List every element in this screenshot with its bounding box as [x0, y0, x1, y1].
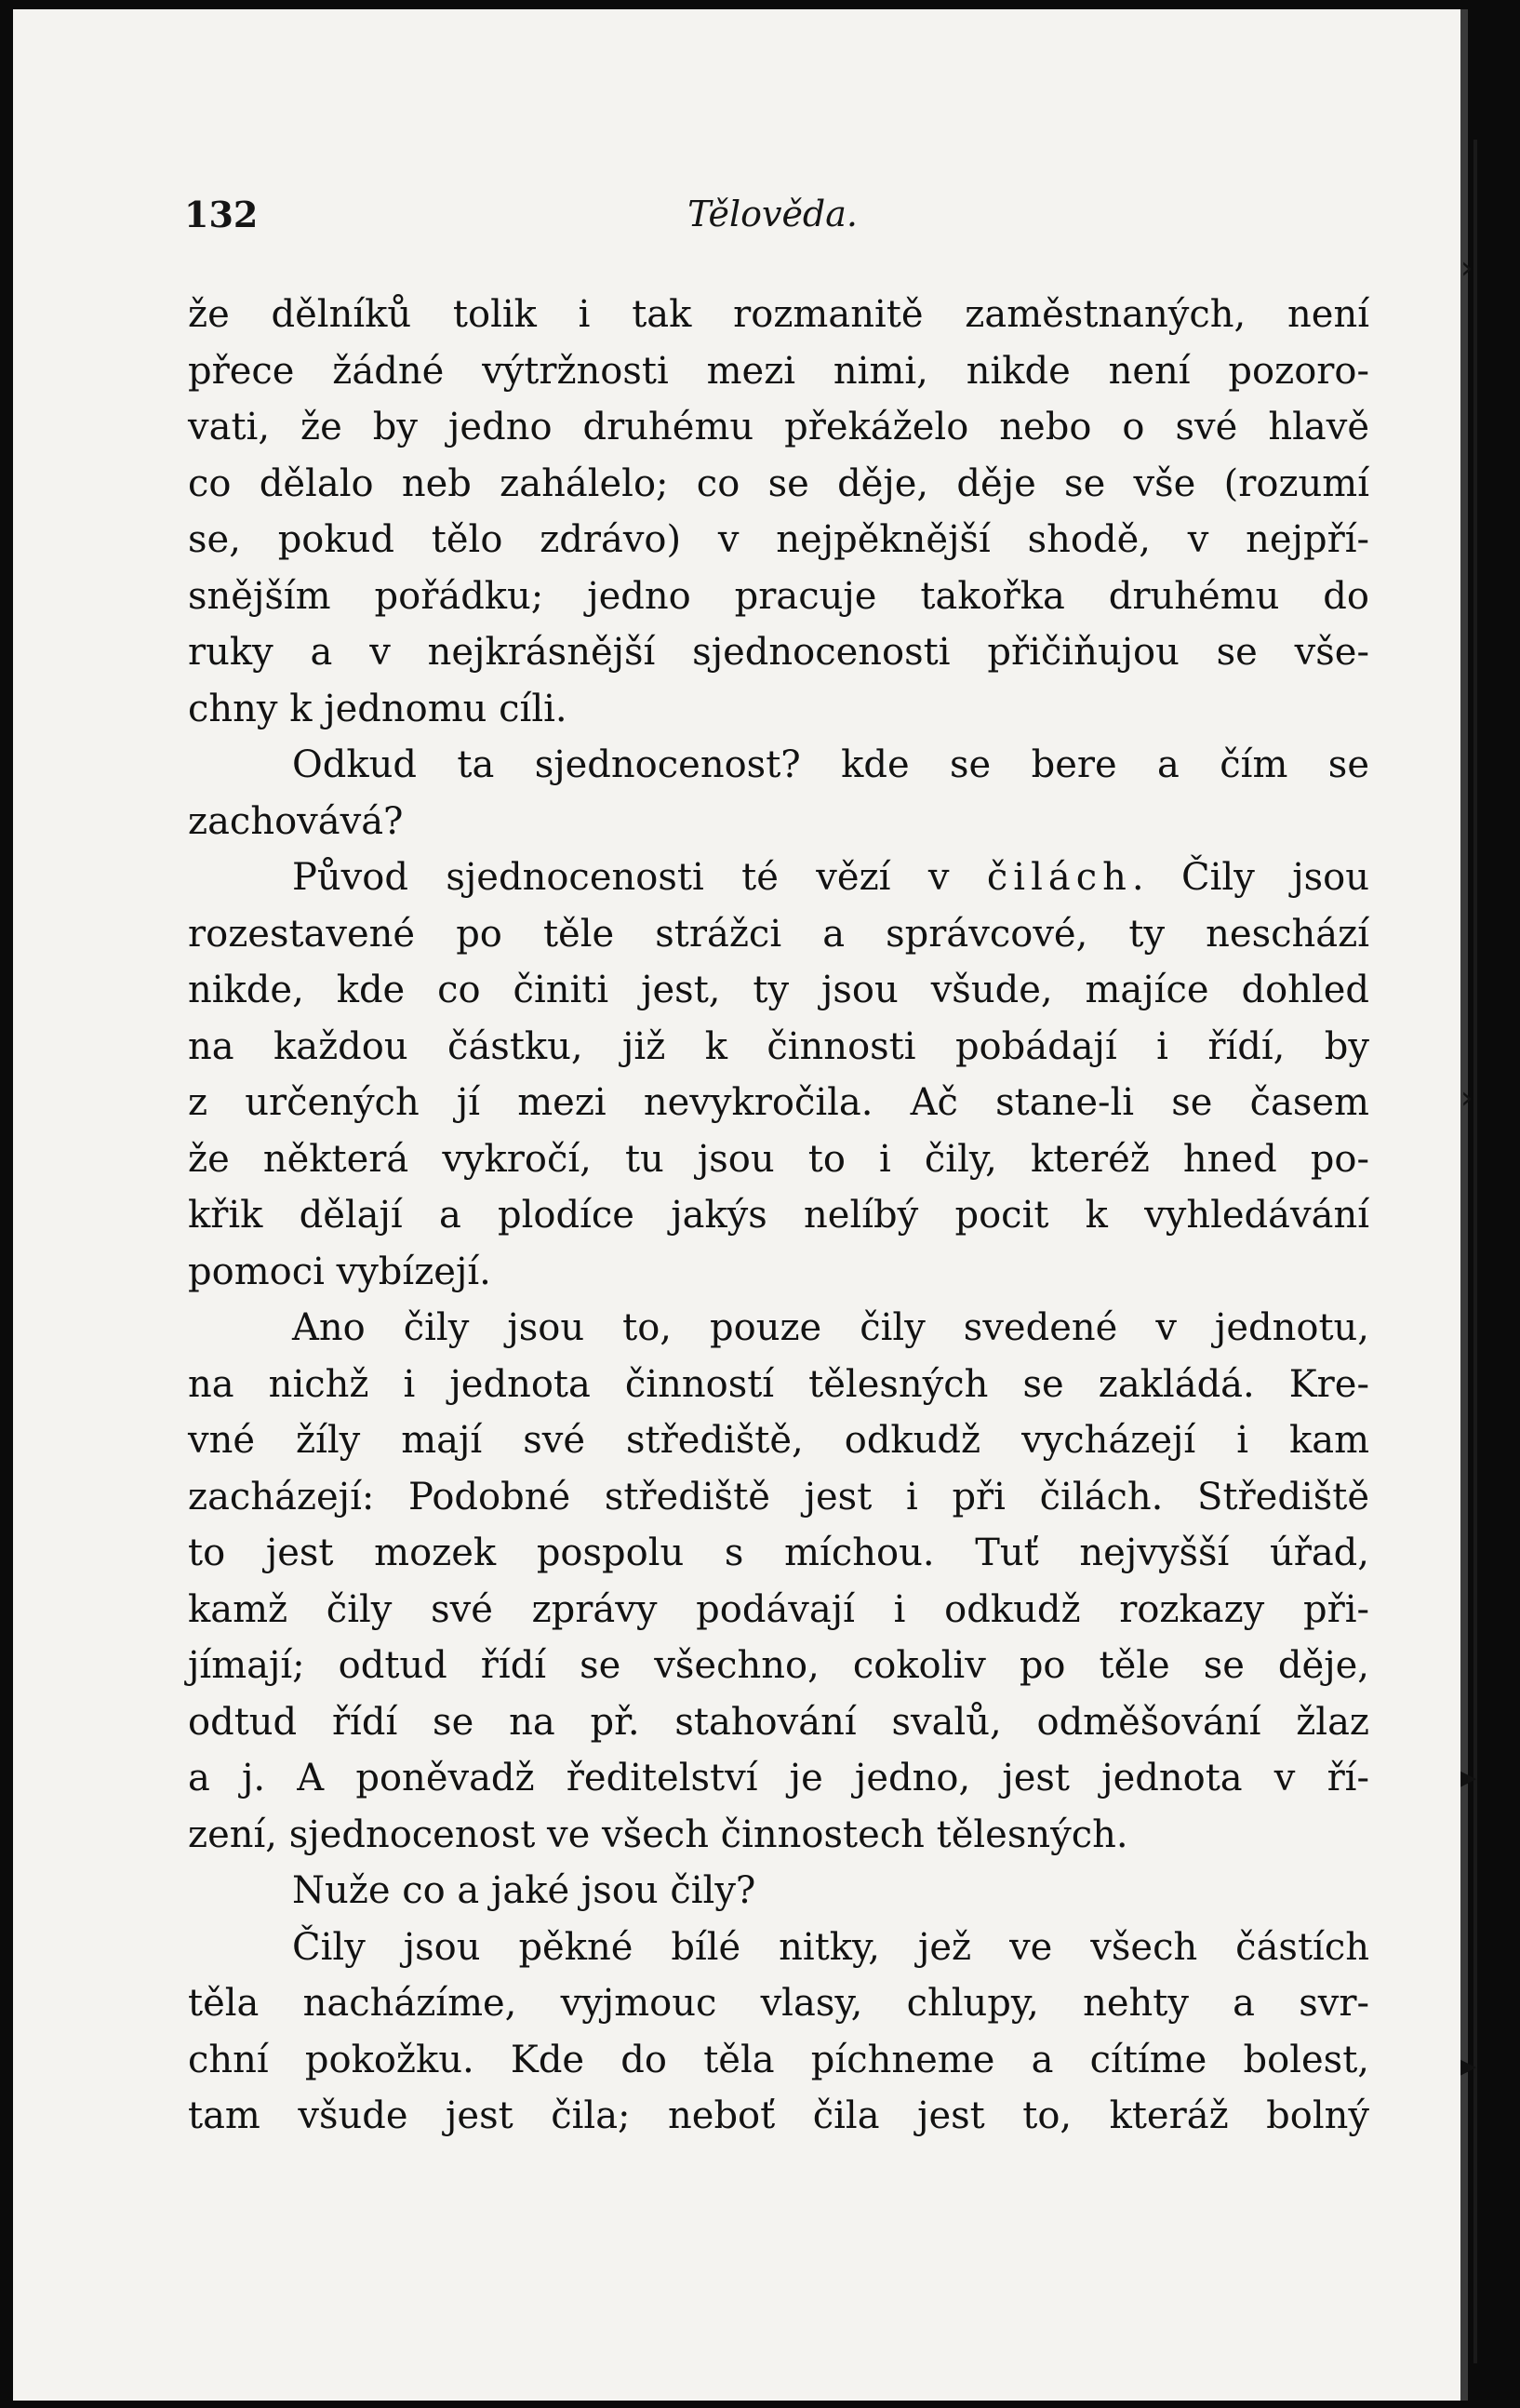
text-line: že dělníků tolik i tak rozmanitě zaměstnaných, není [188, 293, 1369, 336]
text-segment: Původ sjednocenosti té vězí v [292, 856, 950, 899]
text-line: tam všude jest čila; neboť čila jest to, kteráž bolný [188, 2094, 1369, 2137]
text-segment: . Čily jsou [1131, 856, 1369, 899]
running-title: Tělověda. [687, 194, 858, 234]
text-line: zení, sjednocenost ve všech činnostech tělesných. [188, 1813, 1128, 1856]
page-number: 132 [184, 194, 259, 235]
text-line: co dělalo neb zahálelo; co se děje, děje se vše (rozumí [188, 462, 1369, 505]
emphasized-term: čilách [986, 856, 1132, 899]
text-line: snějším pořádku; jedno pracuje takořka druhému do [188, 574, 1369, 618]
text-line: z určených jí mezi nevykročila. Ač stane-li se časem [188, 1081, 1369, 1124]
margin-mark: ▸ [1460, 1759, 1477, 1796]
text-line: zacházejí: Podobné střediště jest i při čilách. Střediště [188, 1475, 1369, 1518]
text-line [188, 849, 1369, 906]
text-line: chní pokožku. Kde do těla píchneme a cítíme bolest, [188, 2038, 1369, 2081]
text-line: jímají; odtud řídí se všechno, cokoliv po těle se děje, [188, 1644, 1369, 1687]
margin-mark: › [1460, 249, 1473, 287]
text-line: vati, že by jedno druhému překáželo nebo o své hlavě [188, 406, 1369, 448]
scan-border [1468, 9, 1520, 140]
text-line: ruky a v nejkrásnější sjednocenosti přičiňujou se vše- [188, 631, 1369, 674]
text-line: kamž čily své zprávy podávají i odkudž rozkazy při- [188, 1587, 1369, 1631]
text-line: a j. A poněvadž ředitelství je jedno, jest jednota v ří- [188, 1757, 1369, 1799]
text-line: těla nacházíme, vyjmouc vlasy, chlupy, nehty a svr- [188, 1982, 1369, 2025]
text-line: zachovává? [188, 799, 404, 843]
body-text [188, 287, 1369, 2145]
text-line: křik dělají a plodíce jakýs nelíbý pocit k vyhledávání [188, 1194, 1369, 1237]
page-header [184, 194, 858, 249]
text-line: odtud řídí se na př. stahování svalů, odměšování žlaz [188, 1700, 1369, 1744]
text-line: nikde, kde co činiti jest, ty jsou všude, majíce dohled [188, 969, 1369, 1011]
text-line: rozestavené po těle strážci a správcové, ty neschází [188, 912, 1369, 956]
text-line: na každou částku, již k činnosti pobádají i řídí, by [188, 1024, 1369, 1068]
text-line: Ano čily jsou to, pouze čily svedené v jednotu, [292, 1306, 1369, 1349]
margin-mark: ▸ [1460, 2047, 1477, 2084]
text-line: Nuže co a jaké jsou čily? [292, 1869, 756, 1912]
text-line: na nichž i jednota činností tělesných se zakládá. Kre- [188, 1362, 1369, 1406]
text-line: Odkud ta sjednocenost? kde se bere a čím se [292, 743, 1369, 786]
text-line: pomoci vybízejí. [188, 1250, 491, 1293]
text-line: chny k jednomu cíli. [188, 687, 567, 730]
text-line: vné žíly mají své střediště, odkudž vycházejí i kam [188, 1419, 1369, 1462]
scan-rule [1473, 140, 1477, 2363]
margin-mark: › [1460, 1079, 1473, 1117]
page-edge [1460, 9, 1468, 2401]
text-line: že některá vykročí, tu jsou to i čily, kteréž hned po- [188, 1137, 1369, 1181]
text-line: Čily jsou pěkné bílé nitky, jež ve všech částích [292, 1925, 1369, 1969]
text-line: se, pokud tělo zdrávo) v nejpěknější shodě, v nejpří- [188, 518, 1369, 561]
text-line: to jest mozek pospolu s míchou. Tuť nejvyšší úřad, [188, 1532, 1369, 1574]
text-line: přece žádné výtržnosti mezi nimi, nikde není pozoro- [188, 349, 1369, 393]
